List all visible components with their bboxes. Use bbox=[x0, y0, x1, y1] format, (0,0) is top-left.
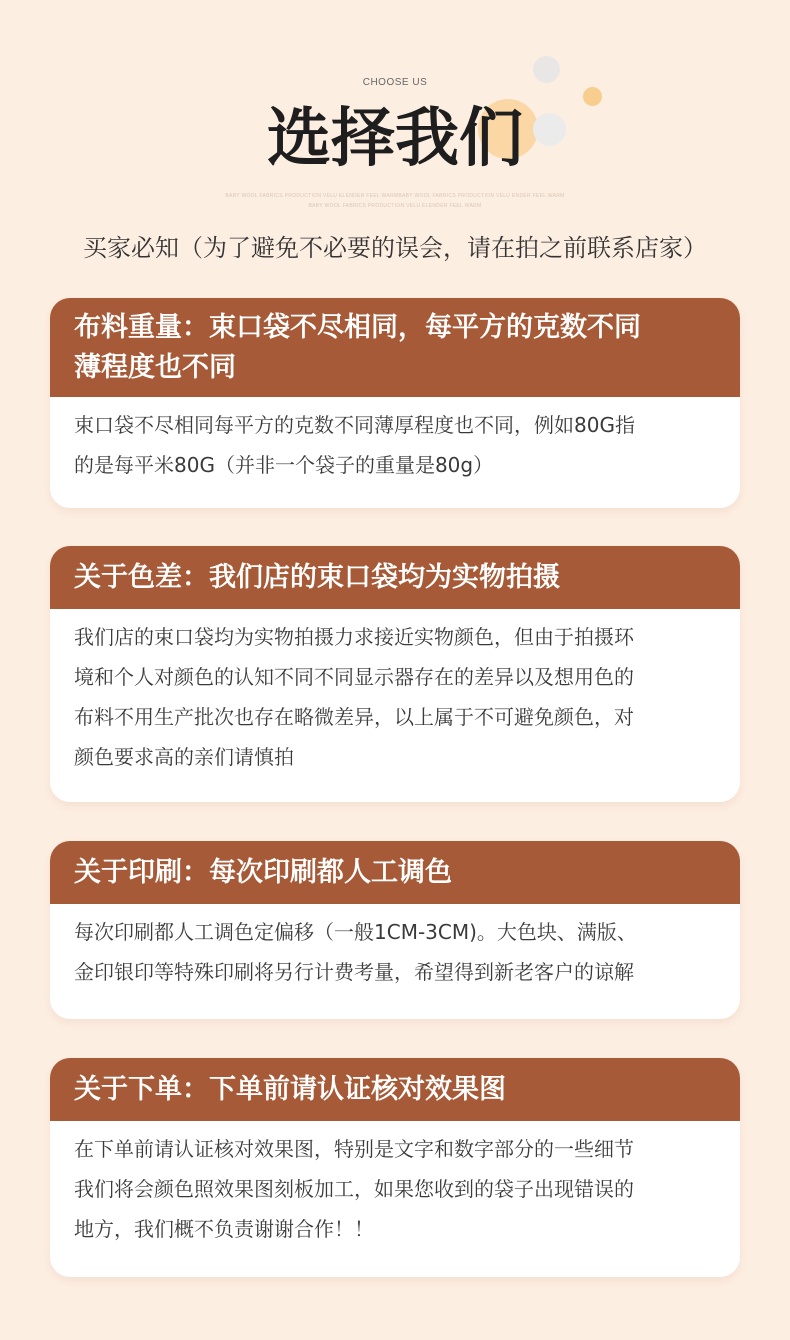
card-title-line: 关于印刷：每次印刷都人工调色 bbox=[74, 856, 452, 888]
card-body-line: 束口袋不尽相同每平方的克数不同薄厚程度也不同，例如80G指 bbox=[74, 413, 635, 437]
page-title: 选择我们 bbox=[267, 102, 523, 176]
card-body bbox=[50, 904, 740, 992]
info-card-fabric-weight bbox=[50, 298, 740, 508]
card-body-line: 我们将会颜色照效果图刻板加工，如果您收到的袋子出现错误的 bbox=[74, 1177, 634, 1201]
buyer-notice: 买家必知（为了避免不必要的误会，请在拍之前联系店家） bbox=[83, 234, 707, 262]
info-card-color-difference bbox=[50, 546, 740, 802]
info-card-printing bbox=[50, 841, 740, 1019]
card-title-line: 薄程度也不同 bbox=[74, 351, 236, 383]
info-card-ordering bbox=[50, 1058, 740, 1277]
card-title bbox=[50, 298, 740, 397]
eyebrow-text: CHOOSE US bbox=[362, 77, 428, 88]
card-body-line: 我们店的束口袋均为实物拍摄力求接近实物颜色，但由于拍摄环 bbox=[74, 625, 634, 649]
card-title bbox=[50, 841, 740, 904]
card-body-line: 的是每平米80G（并非一个袋子的重量是80g） bbox=[74, 453, 494, 477]
card-body-line: 地方，我们概不负责谢谢合作！！ bbox=[74, 1217, 374, 1241]
card-title bbox=[50, 1058, 740, 1121]
card-body bbox=[50, 397, 740, 485]
card-body-line: 颜色要求高的亲们请慎拍 bbox=[74, 745, 294, 769]
card-body-line: 布料不用生产批次也存在略微差异，以上属于不可避免颜色，对 bbox=[74, 705, 634, 729]
header bbox=[0, 0, 790, 220]
card-body bbox=[50, 1121, 740, 1249]
card-title bbox=[50, 546, 740, 609]
card-body-line: 金印银印等特殊印刷将另行计费考量，希望得到新老客户的谅解 bbox=[74, 960, 634, 984]
decor-tiny-text-2: BABY WOOL FABRICS PRODUCTION VELU ELENDER FEEL WARM bbox=[308, 203, 482, 209]
card-body bbox=[50, 609, 740, 777]
card-body-line: 境和个人对颜色的认知不同不同显示器存在的差异以及想用色的 bbox=[74, 665, 634, 689]
card-title-line: 关于下单：下单前请认证核对效果图 bbox=[74, 1073, 506, 1105]
card-title-line: 关于色差：我们店的束口袋均为实物拍摄 bbox=[74, 561, 560, 593]
decor-tiny-text-1: BABY WOOL FABRICS PRODUCTION VELU ELENDER FEEL WARMBABY WOOL FABRICS PRODUCTION VELU ENDER FEEL WARM bbox=[225, 193, 565, 199]
card-body-line: 在下单前请认证核对效果图，特别是文字和数字部分的一些细节 bbox=[74, 1137, 634, 1161]
card-body-line: 每次印刷都人工调色定偏移（一般1CM-3CM)。大色块、满版、 bbox=[74, 920, 637, 944]
card-title-line: 布料重量：束口袋不尽相同，每平方的克数不同 bbox=[74, 311, 641, 343]
